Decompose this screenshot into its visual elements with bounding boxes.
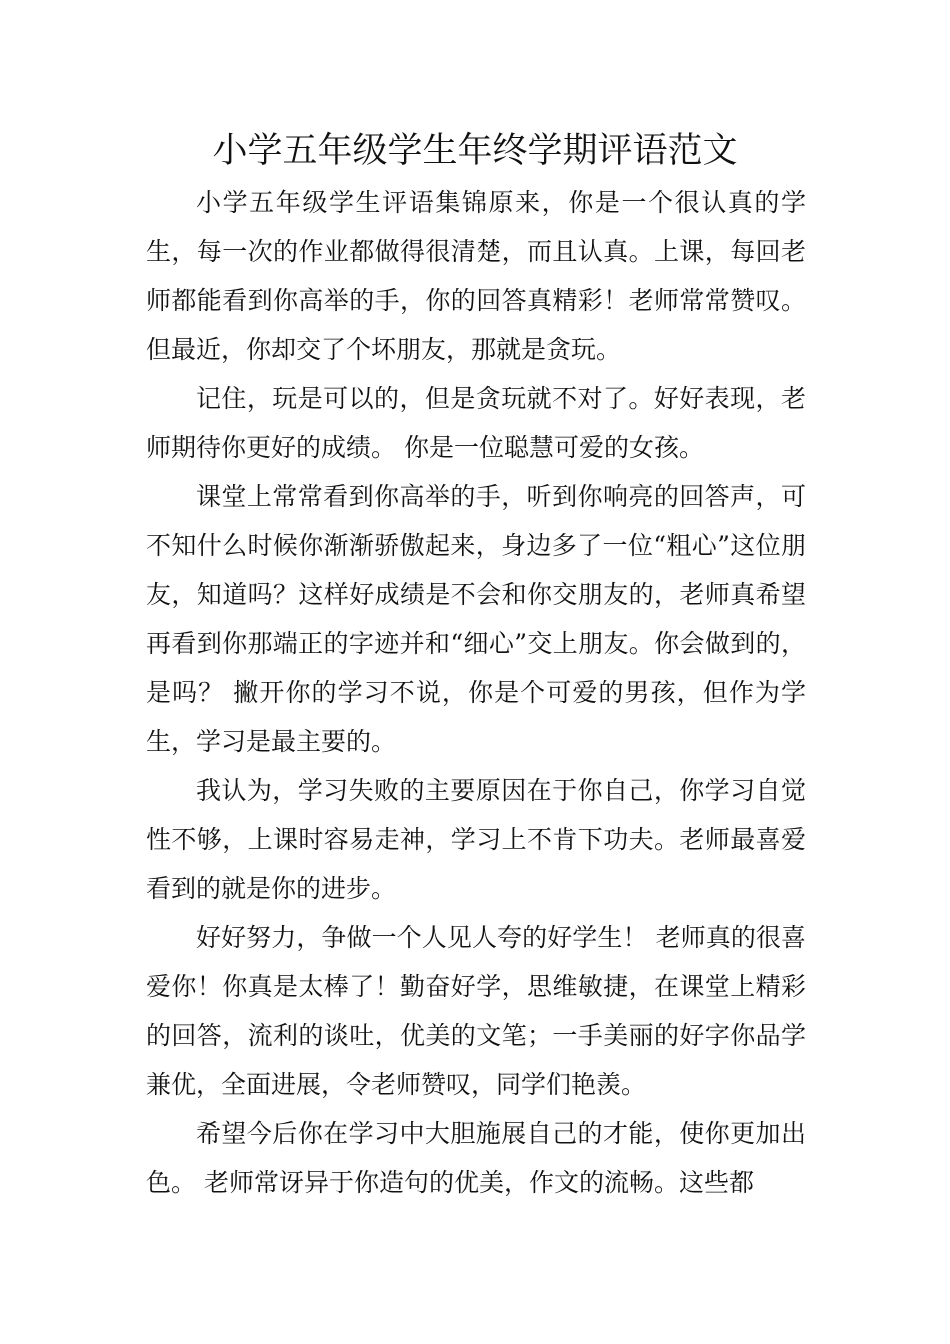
paragraph: 我认为，学习失败的主要原因在于你自己，你学习自觉性不够，上课时容易走神，学习上不肯下功夫。老师最喜爱看到的就是你的进步。 <box>146 776 806 903</box>
document-body <box>146 178 806 1207</box>
paragraph: 好好努力，争做一个人见人夸的好学生！ 老师真的很喜爱你！你真是太棒了！勤奋好学，思维敏捷，在课堂上精彩的回答，流利的谈吐，优美的文笔；一手美丽的好字你品学兼优，全面进展，令老师赞叹，同学们艳羡。 <box>146 923 806 1099</box>
paragraph: 希望今后你在学习中大胆施展自己的才能，使你更加出色。 老师常讶异于你造句的优美，作文的流畅。这些都 <box>146 1119 806 1197</box>
paragraph: 记住，玩是可以的，但是贪玩就不对了。好好表现，老师期待你更好的成绩。 你是一位聪慧可爱的女孩。 <box>146 384 806 462</box>
paragraph: 小学五年级学生评语集锦原来，你是一个很认真的学生，每一次的作业都做得很清楚，而且认真。上课，每回老师都能看到你高举的手，你的回答真精彩！老师常常赞叹。但最近，你却交了个坏朋友，那就是贪玩。 <box>146 188 806 364</box>
document-title: 小学五年级学生年终学期评语范文 <box>212 131 738 171</box>
paragraph: 课堂上常常看到你高举的手，听到你响亮的回答声，可不知什么时候你渐渐骄傲起来，身边多了一位“粗心”这位朋友，知道吗？这样好成绩是不会和你交朋友的，老师真希望再看到你那端正的字迹并和“细心”交上朋友。你会做到的，是吗？ 撇开你的学习不说，你是个可爱的男孩，但作为学生，学习是最主要的。 <box>146 482 806 756</box>
